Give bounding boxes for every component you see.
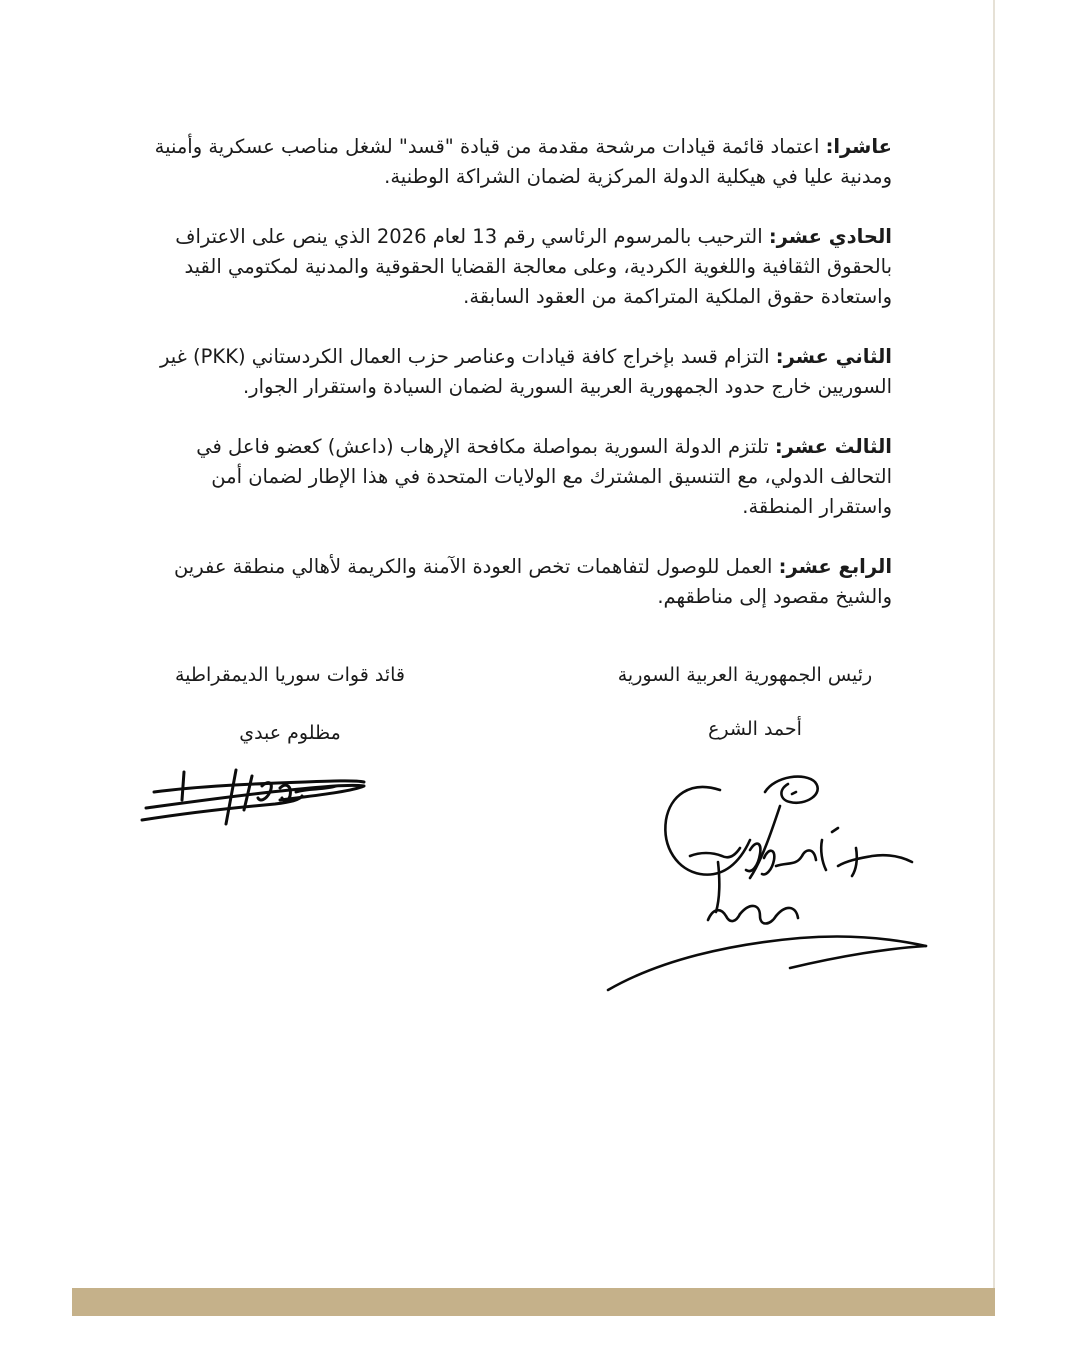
clause-11 [140,222,892,312]
right-signatory-name: أحمد الشرع [708,718,802,740]
right-signature [600,770,930,1002]
clause-text: الترحيب بالمرسوم الرئاسي رقم 13 لعام 2026 الذي ينص على الاعتراف بالحقوق الثقافية واللغوية الكردية، وعلى معالجة القضايا الحقوقية والمدنية لمكتومي القيد واستعادة حقوق الملكية المتراكمة من العقود السابقة. [175,225,892,308]
clause-text: تلتزم الدولة السورية بمواصلة مكافحة الإرهاب (داعش) كعضو فاعل في التحالف الدولي، مع التنسيق المشترك مع الولايات المتحدة في هذا الإطار لضمان أمن واستقرار المنطقة. [196,435,892,518]
clause-12 [140,342,892,402]
footer-band [72,1288,995,1316]
clause-label: الثالث عشر: [774,435,892,458]
page-edge-rule [993,0,995,1288]
left-signatory-title: قائد قوات سوريا الديمقراطية [174,664,406,686]
clause-text: التزام قسد بإخراج كافة قيادات وعناصر حزب العمال الكردستاني (PKK) غير السوريين خارج حدود الجمهورية العربية السورية لضمان السيادة واستقرار الجوار. [160,345,892,398]
clause-text: العمل للوصول لتفاهمات تخص العودة الآمنة والكريمة لأهالي منطقة عفرين والشيخ مقصود إلى مناطقهم. [173,555,892,608]
clause-13 [140,432,892,522]
clause-label: الحادي عشر: [768,225,892,248]
agreement-body [140,132,892,642]
left-signatory-name: مظلوم عبدي [239,722,341,744]
left-signature [140,762,380,834]
clause-label: عاشرا: [825,135,892,158]
right-signatory-title: رئيس الجمهورية العربية السورية [617,664,873,686]
clause-label: الرابع عشر: [778,555,892,578]
clause-10 [140,132,892,192]
clause-14 [140,552,892,612]
clause-label: الثاني عشر: [775,345,892,368]
clause-text: اعتماد قائمة قيادات مرشحة مقدمة من قيادة "قسد" لشغل مناصب عسكرية وأمنية ومدنية عليا في هيكلية الدولة المركزية لضمان الشراكة الوطنية. [154,135,892,188]
